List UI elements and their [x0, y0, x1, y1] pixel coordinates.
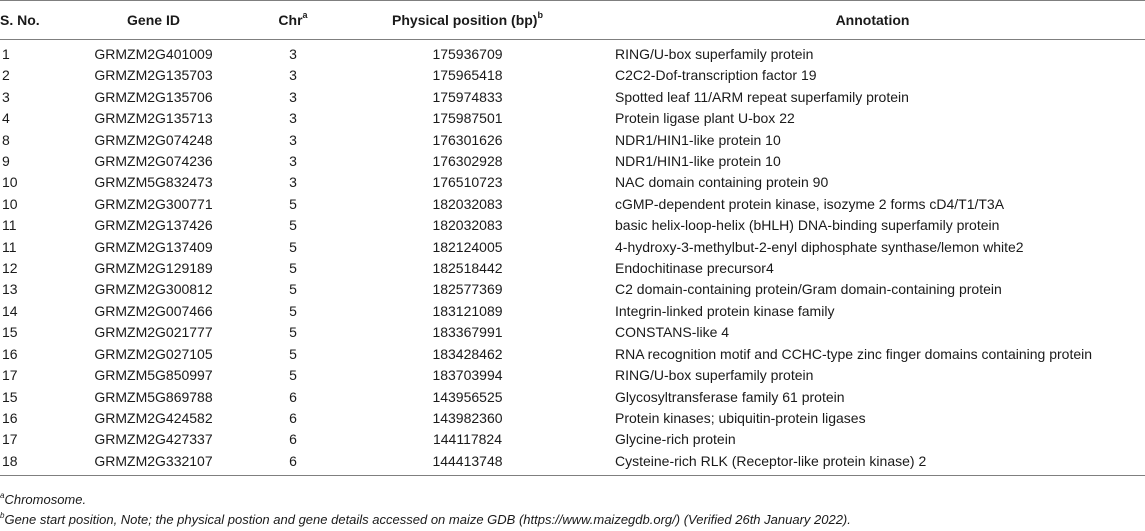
- cell-sno: 1: [2, 46, 10, 62]
- cell-gene-id: GRMZM2G137426: [94, 217, 213, 234]
- cell-chr: 5: [289, 367, 297, 384]
- cell-position: 175987501: [432, 110, 503, 127]
- cell-chr: 5: [289, 195, 297, 212]
- cell-gene-id: GRMZM2G027105: [94, 345, 213, 362]
- table-header: [0, 1, 1145, 40]
- cell-position: 176302928: [432, 153, 503, 170]
- cell-chr: 3: [289, 131, 297, 148]
- cell-annotation: Spotted leaf 11/ARM repeat superfamily protein: [615, 88, 909, 105]
- header-row: [0, 1, 1145, 40]
- cell-chr: 3: [289, 153, 297, 170]
- cell-sno: 12: [2, 260, 18, 277]
- cell-gene-id: GRMZM2G007466: [94, 302, 213, 319]
- table-row: [0, 408, 1145, 429]
- cell-chr: 5: [289, 217, 297, 234]
- footnote-b: [0, 510, 1145, 530]
- table-row: [0, 237, 1145, 258]
- cell-position: 175974833: [432, 88, 503, 105]
- cell-annotation: Protein ligase plant U-box 22: [615, 110, 795, 127]
- cell-chr: 3: [289, 174, 297, 191]
- cell-position: 183367991: [432, 324, 503, 341]
- cell-sno: 4: [2, 110, 10, 127]
- cell-annotation: Glycine-rich protein: [615, 431, 736, 448]
- table-body: [0, 40, 1145, 476]
- cell-annotation: Endochitinase precursor4: [615, 260, 774, 277]
- cell-gene-id: GRMZM2G137409: [94, 238, 213, 255]
- cell-sno: 9: [2, 153, 10, 170]
- cell-sno: 11: [2, 217, 17, 234]
- footnote-a-mark: a: [0, 490, 5, 500]
- table-row: [0, 387, 1145, 408]
- cell-gene-id: GRMZM2G135713: [94, 110, 213, 127]
- cell-chr: 6: [289, 388, 297, 405]
- cell-annotation: C2 domain-containing protein/Gram domain-containing protein: [615, 281, 1002, 298]
- cell-position: 143956525: [432, 388, 503, 405]
- header-chr-label: Chr: [278, 12, 303, 28]
- cell-position: 183121089: [432, 302, 503, 319]
- cell-sno: 13: [2, 281, 18, 298]
- cell-chr: 5: [289, 345, 297, 362]
- cell-annotation: NDR1/HIN1-like protein 10: [615, 153, 781, 170]
- table-row: [0, 215, 1145, 236]
- cell-annotation: CONSTANS-like 4: [615, 324, 730, 341]
- cell-gene-id: GRMZM2G129189: [94, 260, 213, 277]
- footnote-b-text: Gene start position, Note; the physical postion and gene details accessed on maize GDB (https://www.maizegdb.org/) (Verified 26th January 2022).: [4, 512, 851, 527]
- cell-sno: 18: [2, 452, 18, 469]
- cell-chr: 5: [289, 260, 297, 277]
- footnote-a-text: Chromosome.: [4, 492, 87, 507]
- cell-position: 144413748: [432, 452, 503, 469]
- cell-chr: 3: [289, 67, 297, 84]
- header-sno-label: S. No.: [0, 12, 40, 28]
- table-row: [0, 429, 1145, 450]
- cell-position: 182124005: [432, 238, 503, 255]
- cell-gene-id: GRMZM2G401009: [94, 46, 213, 62]
- cell-sno: 16: [2, 409, 18, 426]
- cell-chr: 5: [289, 238, 297, 255]
- cell-annotation: RING/U-box superfamily protein: [615, 367, 814, 384]
- cell-sno: 16: [2, 345, 18, 362]
- cell-sno: 15: [2, 388, 18, 405]
- header-annotation: [600, 1, 1145, 40]
- cell-gene-id: GRMZM5G832473: [94, 174, 213, 191]
- cell-annotation: NDR1/HIN1-like protein 10: [615, 131, 781, 148]
- cell-sno: 17: [2, 431, 18, 448]
- table-row: [0, 108, 1145, 129]
- cell-position: 182032083: [432, 217, 503, 234]
- table-row: [0, 258, 1145, 279]
- cell-sno: 10: [2, 195, 18, 212]
- header-chr-footnote-mark: a: [302, 10, 308, 21]
- table-row: [0, 194, 1145, 215]
- cell-gene-id: GRMZM2G074236: [94, 153, 213, 170]
- cell-annotation: RING/U-box superfamily protein: [615, 46, 814, 62]
- table-row: [0, 344, 1145, 365]
- cell-sno: 14: [2, 302, 18, 319]
- table-row: [0, 322, 1145, 343]
- cell-annotation: RNA recognition motif and CCHC-type zinc finger domains containing protein: [615, 345, 1093, 362]
- cell-chr: 5: [289, 281, 297, 298]
- cell-position: 182032083: [432, 195, 503, 212]
- cell-chr: 3: [289, 88, 297, 105]
- cell-sno: 3: [2, 88, 10, 105]
- table-row: [0, 130, 1145, 151]
- cell-position: 175965418: [432, 67, 503, 84]
- table-row: [0, 172, 1145, 193]
- header-annotation-label: Annotation: [835, 12, 910, 28]
- cell-annotation: 4-hydroxy-3-methylbut-2-enyl diphosphate synthase/lemon white2: [615, 238, 1024, 255]
- cell-sno: 8: [2, 131, 10, 148]
- cell-position: 183703994: [432, 367, 503, 384]
- table-footnotes: [0, 490, 1145, 530]
- cell-annotation: Cysteine-rich RLK (Receptor-like protein kinase) 2: [615, 452, 927, 469]
- cell-position: 182577369: [432, 281, 503, 298]
- cell-annotation: C2C2-Dof-transcription factor 19: [615, 67, 817, 84]
- cell-position: 175936709: [432, 46, 503, 62]
- cell-chr: 5: [289, 302, 297, 319]
- cell-position: 176301626: [432, 131, 503, 148]
- cell-gene-id: GRMZM2G300812: [94, 281, 213, 298]
- cell-gene-id: GRMZM2G074248: [94, 131, 213, 148]
- cell-gene-id: GRMZM2G135703: [94, 67, 213, 84]
- footnote-b-mark: b: [0, 510, 5, 520]
- cell-position: 144117824: [432, 431, 503, 448]
- cell-position: 183428462: [432, 345, 503, 362]
- cell-gene-id: GRMZM2G300771: [94, 195, 213, 212]
- cell-gene-id: GRMZM2G332107: [94, 452, 213, 469]
- cell-annotation: basic helix-loop-helix (bHLH) DNA-binding superfamily protein: [615, 217, 1000, 234]
- table-row: [0, 87, 1145, 108]
- table-row: [0, 40, 1145, 66]
- cell-sno: 2: [2, 67, 10, 84]
- cell-chr: 6: [289, 431, 297, 448]
- table-row: [0, 451, 1145, 476]
- cell-annotation: Protein kinases; ubiquitin-protein ligases: [615, 409, 866, 426]
- header-position-footnote-mark: b: [537, 10, 543, 21]
- cell-gene-id: GRMZM2G135706: [94, 88, 213, 105]
- footnote-a: [0, 490, 1145, 510]
- cell-annotation: Glycosyltransferase family 61 protein: [615, 388, 845, 405]
- table-row: [0, 279, 1145, 300]
- cell-gene-id: GRMZM2G427337: [94, 431, 213, 448]
- cell-position: 143982360: [432, 409, 503, 426]
- cell-annotation: Integrin-linked protein kinase family: [615, 302, 835, 319]
- table-row: [0, 301, 1145, 322]
- table-row: [0, 65, 1145, 86]
- header-gene-id: [56, 1, 251, 40]
- header-chr: [251, 1, 335, 40]
- cell-position: 176510723: [432, 174, 503, 191]
- cell-annotation: cGMP-dependent protein kinase, isozyme 2 forms cD4/T1/T3A: [615, 195, 1005, 212]
- header-position: [335, 1, 600, 40]
- cell-annotation: NAC domain containing protein 90: [615, 174, 829, 191]
- table-row: [0, 365, 1145, 386]
- header-gene-id-label: Gene ID: [127, 12, 180, 28]
- header-position-label: Physical position (bp): [392, 12, 538, 28]
- cell-chr: 5: [289, 324, 297, 341]
- cell-position: 182518442: [432, 260, 503, 277]
- cell-gene-id: GRMZM2G021777: [94, 324, 213, 341]
- cell-sno: 11: [2, 238, 17, 255]
- cell-gene-id: GRMZM5G869788: [94, 388, 213, 405]
- cell-chr: 3: [289, 110, 297, 127]
- cell-gene-id: GRMZM2G424582: [94, 409, 213, 426]
- table-row: [0, 151, 1145, 172]
- cell-gene-id: GRMZM5G850997: [94, 367, 213, 384]
- cell-sno: 10: [2, 174, 18, 191]
- header-sno: [0, 1, 56, 40]
- cell-chr: 6: [289, 409, 297, 426]
- cell-chr: 3: [289, 46, 297, 62]
- cell-sno: 17: [2, 367, 18, 384]
- cell-sno: 15: [2, 324, 18, 341]
- cell-chr: 6: [289, 452, 297, 469]
